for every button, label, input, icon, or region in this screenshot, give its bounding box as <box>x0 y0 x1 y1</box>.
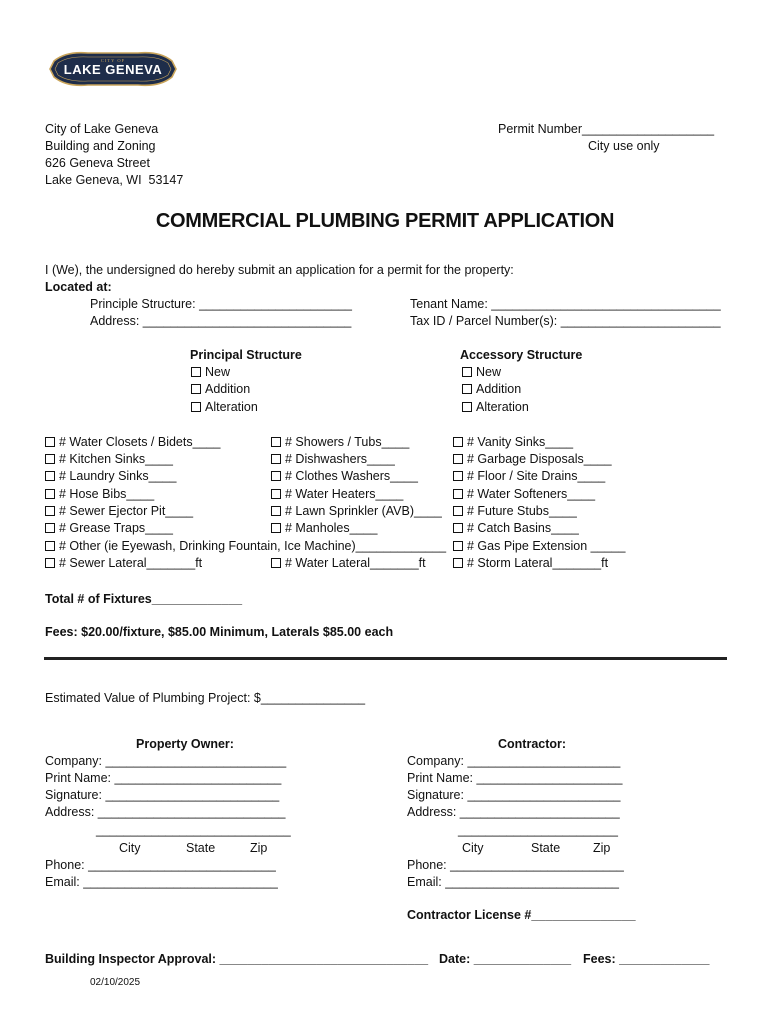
owner-state-label: State <box>186 841 216 855</box>
contractor-address-field[interactable]: Address: _______________________ <box>407 805 620 819</box>
approval-date-field[interactable]: Date: ______________ <box>439 952 572 966</box>
header-line-1: City of Lake Geneva <box>45 122 159 136</box>
permit-number-field[interactable]: Permit Number___________________ <box>498 122 715 136</box>
checkbox-icon[interactable] <box>45 506 55 516</box>
fixture-item[interactable]: # Water Heaters____ <box>271 486 403 503</box>
checkbox-icon[interactable] <box>462 367 472 377</box>
located-at-label: Located at: <box>45 280 112 294</box>
owner-email-field[interactable]: Email: ____________________________ <box>45 875 278 889</box>
revision-date: 02/10/2025 <box>90 977 141 988</box>
owner-address-line2[interactable]: ____________________________ <box>96 823 291 837</box>
checkbox-icon[interactable] <box>45 471 55 481</box>
contractor-phone-field[interactable]: Phone: _________________________ <box>407 858 624 872</box>
approval-fees-field[interactable]: Fees: _____________ <box>583 952 710 966</box>
logo-text: LAKE GENEVA <box>63 62 163 77</box>
contractor-zip-label: Zip <box>593 841 611 855</box>
owner-city-label: City <box>119 841 141 855</box>
owner-heading: Property Owner: <box>136 737 234 751</box>
checkbox-icon[interactable] <box>271 523 281 533</box>
fixture-item[interactable]: # Clothes Washers____ <box>271 468 418 485</box>
checkbox-icon[interactable] <box>45 523 55 533</box>
inspector-approval-field[interactable]: Building Inspector Approval: ______________________________ <box>45 952 429 966</box>
contractor-address-line2[interactable]: _______________________ <box>458 823 618 837</box>
checkbox-icon[interactable] <box>45 541 55 551</box>
checkbox-icon[interactable] <box>453 558 463 568</box>
header-line-3: 626 Geneva Street <box>45 156 150 170</box>
fixture-item[interactable]: # Lawn Sprinkler (AVB)____ <box>271 503 442 520</box>
contractor-city-label: City <box>462 841 484 855</box>
checkbox-icon[interactable] <box>45 489 55 499</box>
accessory-structure-heading: Accessory Structure <box>460 348 583 362</box>
fixture-item[interactable]: # Water Softeners____ <box>453 486 595 503</box>
fixture-item[interactable]: # Hose Bibs____ <box>45 486 154 503</box>
section-divider <box>44 657 727 660</box>
owner-print-name-field[interactable]: Print Name: ________________________ <box>45 771 282 785</box>
page-title: COMMERCIAL PLUMBING PERMIT APPLICATION <box>155 210 615 232</box>
intro-text: I (We), the undersigned do hereby submit an application for a permit for the property: <box>45 263 514 277</box>
fixture-item[interactable]: # Catch Basins____ <box>453 520 579 537</box>
checkbox-icon[interactable] <box>453 471 463 481</box>
checkbox-icon[interactable] <box>271 454 281 464</box>
checkbox-icon[interactable] <box>453 523 463 533</box>
principle-structure-field[interactable]: Principle Structure: ______________________ <box>90 297 353 311</box>
checkbox-icon[interactable] <box>191 402 201 412</box>
fixture-gas-pipe[interactable]: # Gas Pipe Extension _____ <box>453 538 625 555</box>
fixture-item[interactable]: # Laundry Sinks____ <box>45 468 176 485</box>
tax-id-field[interactable]: Tax ID / Parcel Number(s): _______________________ <box>410 314 721 328</box>
checkbox-icon[interactable] <box>453 454 463 464</box>
tenant-name-field[interactable]: Tenant Name: _________________________________ <box>410 297 721 311</box>
checkbox-icon[interactable] <box>453 489 463 499</box>
checkbox-icon[interactable] <box>462 402 472 412</box>
contractor-email-field[interactable]: Email: _________________________ <box>407 875 619 889</box>
owner-company-field[interactable]: Company: __________________________ <box>45 754 287 768</box>
contractor-heading: Contractor: <box>498 737 567 751</box>
checkbox-icon[interactable] <box>271 506 281 516</box>
fixture-item[interactable]: # Vanity Sinks____ <box>453 434 573 451</box>
checkbox-icon[interactable] <box>45 558 55 568</box>
owner-signature-field[interactable]: Signature: _________________________ <box>45 788 280 802</box>
accessory-option-addition[interactable]: Addition <box>462 381 521 398</box>
total-fixtures-field[interactable]: Total # of Fixtures_____________ <box>45 592 243 606</box>
fixture-storm-lateral[interactable]: # Storm Lateral_______ft <box>453 555 608 572</box>
logo-banner: CITY OF <box>100 58 126 63</box>
fixture-item[interactable]: # Kitchen Sinks____ <box>45 451 173 468</box>
accessory-option-new[interactable]: New <box>462 364 501 381</box>
owner-zip-label: Zip <box>250 841 268 855</box>
estimated-value-field[interactable]: Estimated Value of Plumbing Project: $_______________ <box>45 691 366 705</box>
checkbox-icon[interactable] <box>271 489 281 499</box>
lake-geneva-logo <box>48 47 178 91</box>
header-line-2: Building and Zoning <box>45 139 156 153</box>
contractor-state-label: State <box>531 841 561 855</box>
checkbox-icon[interactable] <box>45 454 55 464</box>
fixture-item[interactable]: # Dishwashers____ <box>271 451 395 468</box>
fixture-item[interactable]: # Future Stubs____ <box>453 503 577 520</box>
fixture-item[interactable]: # Showers / Tubs____ <box>271 434 409 451</box>
checkbox-icon[interactable] <box>453 506 463 516</box>
contractor-print-name-field[interactable]: Print Name: _____________________ <box>407 771 623 785</box>
accessory-option-alteration[interactable]: Alteration <box>462 399 529 416</box>
address-field[interactable]: Address: ______________________________ <box>90 314 352 328</box>
checkbox-icon[interactable] <box>462 384 472 394</box>
fixture-item[interactable]: # Water Closets / Bidets____ <box>45 434 220 451</box>
fixture-item[interactable]: # Floor / Site Drains____ <box>453 468 605 485</box>
principal-option-alteration[interactable]: Alteration <box>191 399 258 416</box>
owner-address-field[interactable]: Address: ___________________________ <box>45 805 286 819</box>
principal-option-addition[interactable]: Addition <box>191 381 250 398</box>
fixture-item[interactable]: # Manholes____ <box>271 520 377 537</box>
checkbox-icon[interactable] <box>453 541 463 551</box>
contractor-license-field[interactable]: Contractor License #_______________ <box>407 908 636 922</box>
checkbox-icon[interactable] <box>191 367 201 377</box>
owner-phone-field[interactable]: Phone: ___________________________ <box>45 858 276 872</box>
fixture-sewer-lateral[interactable]: # Sewer Lateral_______ft <box>45 555 202 572</box>
fees-note: Fees: $20.00/fixture, $85.00 Minimum, Laterals $85.00 each <box>45 625 394 639</box>
fixture-item[interactable]: # Sewer Ejector Pit____ <box>45 503 193 520</box>
fixture-water-lateral[interactable]: # Water Lateral_______ft <box>271 555 426 572</box>
city-use-note: City use only <box>588 139 660 153</box>
checkbox-icon[interactable] <box>271 437 281 447</box>
checkbox-icon[interactable] <box>45 437 55 447</box>
checkbox-icon[interactable] <box>453 437 463 447</box>
principal-structure-heading: Principal Structure <box>190 348 302 362</box>
principal-option-new[interactable]: New <box>191 364 230 381</box>
fixture-item[interactable]: # Garbage Disposals____ <box>453 451 612 468</box>
checkbox-icon[interactable] <box>271 558 281 568</box>
header-line-4: Lake Geneva, WI 53147 <box>45 173 184 187</box>
contractor-company-field[interactable]: Company: ______________________ <box>407 754 621 768</box>
checkbox-icon[interactable] <box>271 471 281 481</box>
fixture-other[interactable]: # Other (ie Eyewash, Drinking Fountain, Ice Machine)_____________ <box>45 538 446 555</box>
fixture-item[interactable]: # Grease Traps____ <box>45 520 173 537</box>
contractor-signature-field[interactable]: Signature: ______________________ <box>407 788 621 802</box>
checkbox-icon[interactable] <box>191 384 201 394</box>
